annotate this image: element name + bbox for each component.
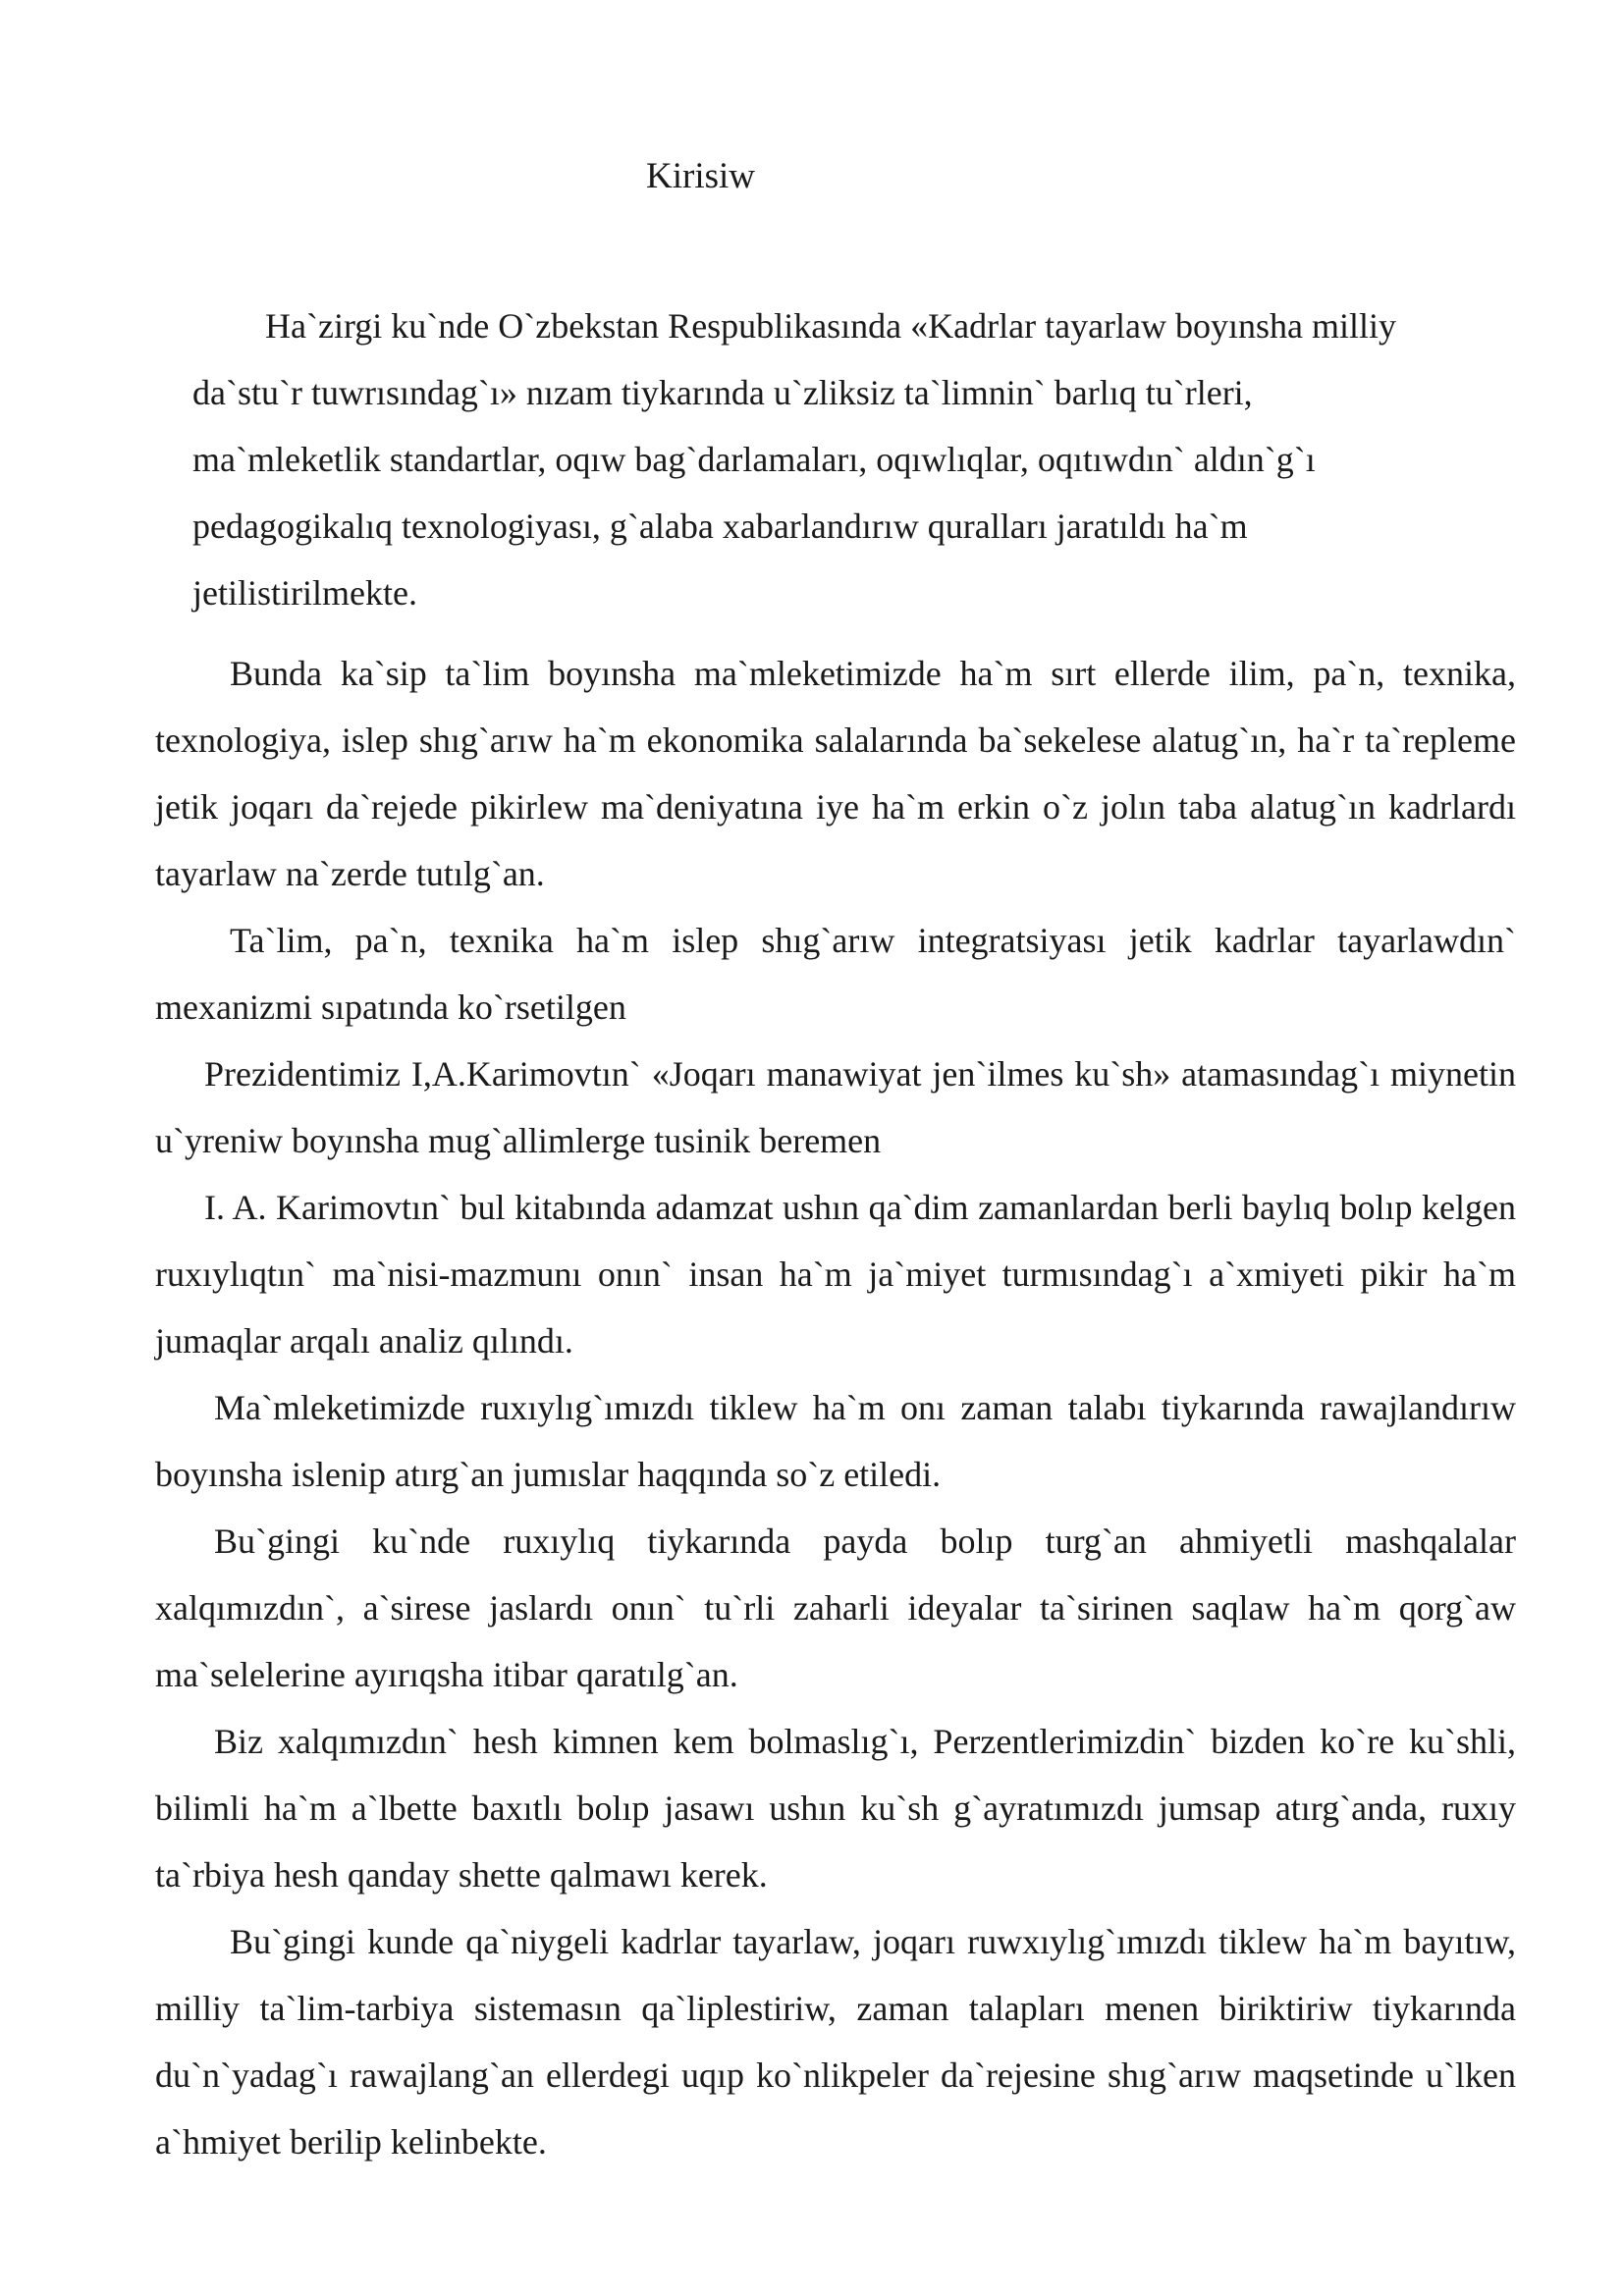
paragraph: Ta`lim, pa`n, texnika ha`m islep shıg`arıw integratsiyası jetik kadrlar tayarlawdın` mexanizmi sıpatında ko`rsetilgen (155, 921, 1516, 1027)
intro-line: Ha`zirgi ku`nde O`zbekstan Respublikasında «Kadrlar tayarlaw boyınsha milliy (265, 306, 1397, 346)
intro-line: ma`mleketlik standartlar, oqıw bag`darlamaları, oqıwlıqlar, oqıtıwdın` aldın`g`ı (192, 440, 1316, 479)
paragraph: Biz xalqımızdın` hesh kimnen kem bolmaslıg`ı, Perzentlerimizdin` bizden ko`re ku`shli, bilimli ha`m a`lbette baxıtlı bolıp jasawı ushın ku`sh g`ayratımızdı jumsap atırg`anda, ruxıy ta`rbiya hesh qanday shette qalmawı kerek. (155, 1722, 1516, 1895)
page-title: Kirisiw (646, 156, 755, 196)
paragraph: Bu`gingi kunde qa`niygeli kadrlar tayarlaw, joqarı ruwxıylıg`ımızdı tiklew ha`m bayıtıw, milliy ta`lim-tarbiya sistemasın qa`liplestiriw, zaman talapları menen biriktiriw tiykarında du`n`yadag`ı rawajlang`an ellerdegi uqıp ko`nlikpeler da`rejesine shıg`arıw maqsetinde u`lken a`hmiyet berilip kelinbekte. (155, 1922, 1516, 2162)
paragraph: Bunda ka`sip ta`lim boyınsha ma`mleketimizde ha`m sırt ellerde ilim, pa`n, texnika, texnologiya, islep shıg`arıw ha`m ekonomika salalarında ba`sekelese alatug`ın, ha`r ta`repleme jetik joqarı da`rejede pikirlew ma`deniyatına iye ha`m erkin o`z jolın taba alatug`ın kadrlardı tayarlaw na`zerde tutılg`an. (155, 654, 1516, 893)
intro-paragraph (192, 293, 1518, 626)
paragraph: Prezidentimiz I,A.Karimovtın` «Joqarı manawiyat jen`ilmes ku`sh» atamasındag`ı miynetin u`yreniw boyınsha mug`allimlerge tusinik beremen (155, 1054, 1516, 1160)
intro-line: jetilistirilmekte. (192, 573, 417, 613)
paragraph: Ma`mleketimizde ruxıylıg`ımızdı tiklew ha`m onı zaman talabı tiykarında rawajlandırıw boyınsha islenip atırg`an jumıslar haqqında so`z etiledi. (155, 1388, 1516, 1494)
intro-line: da`stu`r tuwrısındag`ı» nızam tiykarında u`zliksiz ta`limnin` barlıq tu`rleri, (192, 373, 1253, 412)
intro-line: pedagogikalıq texnologiyası, g`alaba xabarlandırıw quralları jaratıldı ha`m (192, 507, 1248, 546)
paragraph: Bu`gingi ku`nde ruxıylıq tiykarında payda bolıp turg`an ahmiyetli mashqalalar xalqımızdın`, a`sirese jaslardı onın` tu`rli zaharli ideyalar ta`sirinen saqlaw ha`m qorg`aw ma`selelerine ayırıqsha itibar qaratılg`an. (155, 1522, 1516, 1694)
paragraph: I. A. Karimovtın` bul kitabında adamzat ushın qa`dim zamanlardan berli baylıq bolıp kelgen ruxıylıqtın` ma`nisi-mazmunı onın` insan ha`m ja`miyet turmısındag`ı a`xmiyeti pikir ha`m jumaqlar arqalı analiz qılındı. (155, 1188, 1516, 1361)
body-text (155, 640, 1516, 2175)
